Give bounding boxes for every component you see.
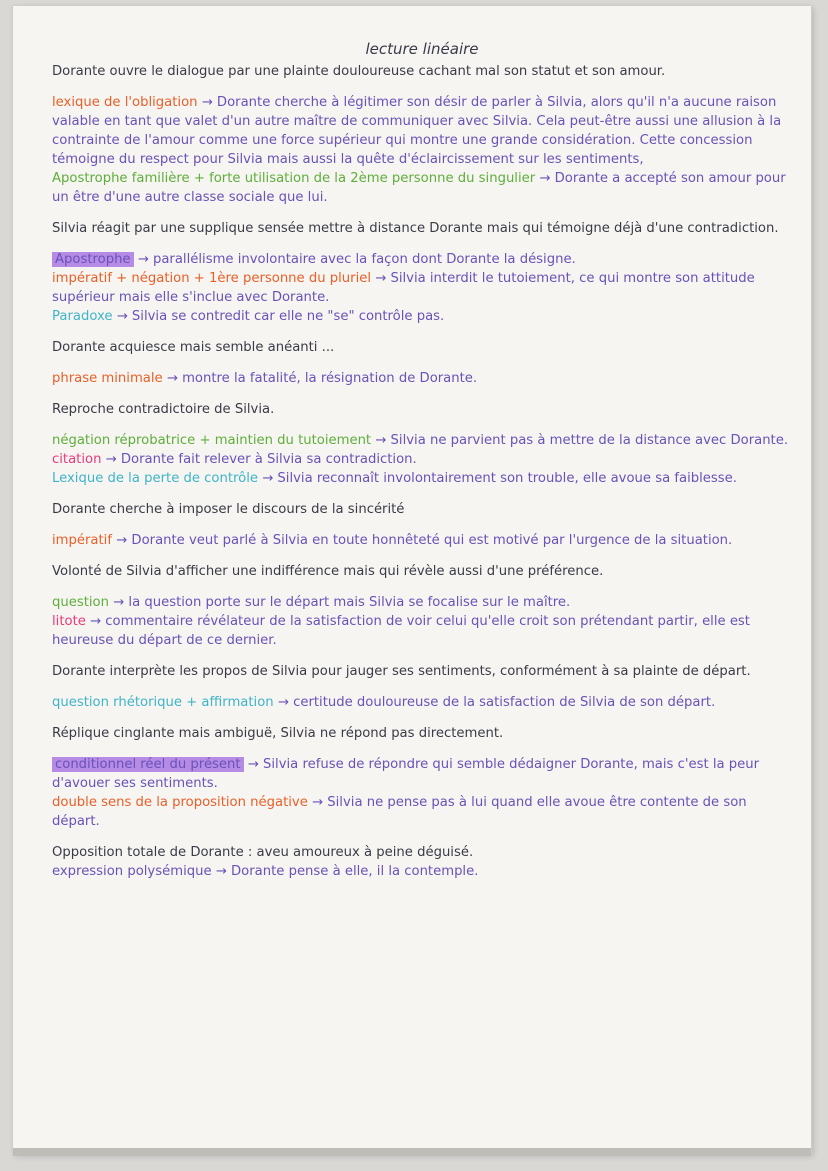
- explanation: → commentaire révélateur de la satisfaction de voir celui qu'elle croit son prétendant partir, elle est heureuse du départ de ce dernier.: [52, 614, 750, 648]
- section-8-line-2: [52, 793, 792, 831]
- heading-7: Dorante interprète les propos de Silvia pour jauger ses sentiments, conformément à sa plainte de départ.: [52, 664, 751, 679]
- keyword: double sens de la proposition négative: [52, 795, 308, 810]
- sheet-edge: [13, 1148, 811, 1156]
- section-9-line-1: [52, 862, 792, 881]
- keyword: citation: [52, 452, 102, 467]
- section-6-line-1: [52, 593, 792, 612]
- section-4-line-2: [52, 450, 792, 469]
- section-7-line-1: [52, 693, 792, 712]
- keyword: lexique de l'obligation: [52, 95, 198, 110]
- explanation: → Silvia reconnaît involontairement son trouble, elle avoue sa faiblesse.: [258, 471, 737, 486]
- section-2-line-2: [52, 269, 792, 307]
- section-2-line-1: [52, 250, 792, 269]
- section-4-line-3: [52, 469, 792, 488]
- keyword: Lexique de la perte de contrôle: [52, 471, 258, 486]
- heading-6: Volonté de Silvia d'afficher une indifférence mais qui révèle aussi d'une préférence.: [52, 564, 604, 579]
- explanation: → montre la fatalité, la résignation de Dorante.: [162, 371, 478, 386]
- section-8-line-1: [52, 755, 792, 793]
- heading-4: Reproche contradictoire de Silvia.: [52, 402, 275, 417]
- explanation: → Silvia refuse de répondre qui semble dédaigner Dorante, mais c'est la peur d'avouer ses sentiments.: [52, 757, 760, 791]
- heading-9: Opposition totale de Dorante : aveu amoureux à peine déguisé.: [52, 845, 474, 860]
- keyword: question: [52, 595, 109, 610]
- explanation: → certitude douloureuse de la satisfaction de Silvia de son départ.: [273, 695, 716, 710]
- section-1-line-1: [52, 93, 792, 169]
- heading-8: Réplique cinglante mais ambiguë, Silvia ne répond pas directement.: [52, 726, 504, 741]
- section-1-line-2: [52, 169, 792, 207]
- explanation: → Dorante cherche à légitimer son désir de parler à Silvia, alors qu'il n'a aucune raison valable en tant que valet d'un autre maître de communiquer avec Silvia. Cela peut-être aussi une allusion à la contrainte de l'amour comme une force supérieur qui montre une grande considération. Cette concession témoigne du respect pour Silvia mais aussi la quête d'éclaircissement sur les sentiments,: [52, 95, 782, 167]
- section-4-line-1: [52, 431, 792, 450]
- keyword: Paradoxe: [52, 309, 113, 324]
- explanation: → Dorante pense à elle, il la contemple.: [211, 864, 479, 879]
- explanation: → parallélisme involontaire avec la façon dont Dorante la désigne.: [133, 252, 576, 267]
- keyword: litote: [52, 614, 86, 629]
- explanation: → Dorante a accepté son amour pour un être d'une autre classe sociale que lui.: [52, 171, 786, 205]
- explanation: → Silvia se contredit car elle ne "se" contrôle pas.: [112, 309, 445, 324]
- intro-text: Dorante ouvre le dialogue par une plainte douloureuse cachant mal son statut et son amour.: [52, 64, 666, 79]
- heading-2: Silvia réagit par une supplique sensée mettre à distance Dorante mais qui témoigne déjà d'une contradiction.: [52, 221, 779, 236]
- explanation: → Dorante fait relever à Silvia sa contradiction.: [101, 452, 417, 467]
- explanation: → la question porte sur le départ mais Silvia se focalise sur le maître.: [108, 595, 571, 610]
- keyword: phrase minimale: [52, 371, 163, 386]
- keyword: expression polysémique: [52, 864, 212, 879]
- heading-5: Dorante cherche à imposer le discours de la sincérité: [52, 502, 405, 517]
- explanation: → Dorante veut parlé à Silvia en toute honnêteté qui est motivé par l'urgence de la situation.: [111, 533, 733, 548]
- keyword: question rhétorique + affirmation: [52, 695, 274, 710]
- keyword: Apostrophe familière + forte utilisation de la 2ème personne du singulier: [52, 171, 536, 186]
- keyword: impératif + négation + 1ère personne du pluriel: [52, 271, 372, 286]
- keyword: négation réprobatrice + maintien du tutoiement: [52, 433, 372, 448]
- section-6-line-2: [52, 612, 792, 650]
- page-title: lecture linéaire: [365, 40, 479, 58]
- notes-content: [52, 40, 792, 881]
- keyword-highlight: conditionnel réel du présent: [52, 757, 244, 772]
- explanation: → Silvia ne pense pas à lui quand elle avoue être contente de son départ.: [52, 795, 747, 829]
- keyword: impératif: [52, 533, 112, 548]
- explanation: → Silvia interdit le tutoiement, ce qui montre son attitude supérieur mais elle s'inclue avec Dorante.: [52, 271, 755, 305]
- heading-3: Dorante acquiesce mais semble anéanti ...: [52, 340, 335, 355]
- section-2-line-3: [52, 307, 792, 326]
- explanation: → Silvia ne parvient pas à mettre de la distance avec Dorante.: [371, 433, 789, 448]
- section-3-line-1: [52, 369, 792, 388]
- keyword-highlight: Apostrophe: [52, 252, 134, 267]
- section-5-line-1: [52, 531, 792, 550]
